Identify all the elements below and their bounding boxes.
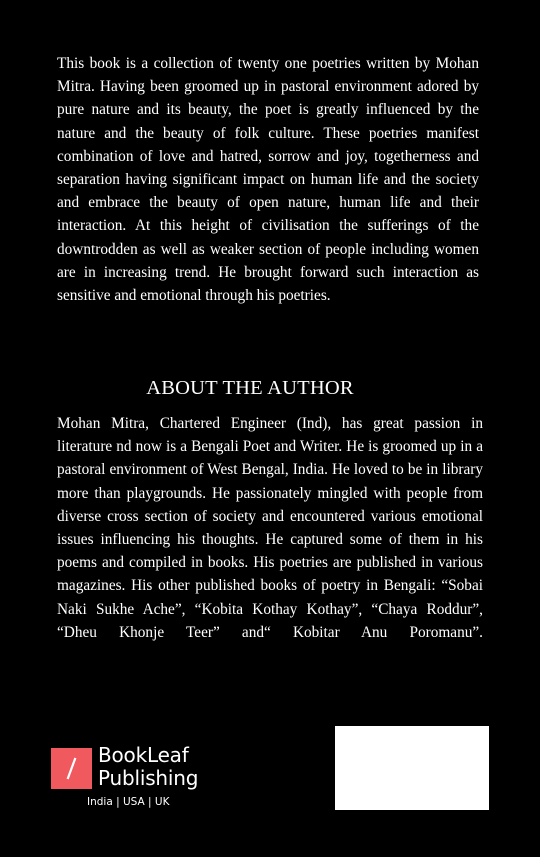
publisher-logo xyxy=(51,744,221,816)
about-author-heading: ABOUT THE AUTHOR xyxy=(146,377,354,399)
author-bio: Mohan Mitra, Chartered Engineer (Ind), has great passion in literature nd now is a Bengali Poet and Writer. He is groomed up in a pastoral environment of West Bengal, India. He loved to be in library more than playgrounds. He passionately mingled with people from diverse cross section of society and encountered various emotional issues influencing his thoughts. He captured some of them in his poems and compiled in books. His poetries are published in various magazines. His other published books of poetry in Bengali: “Sobai Naki Sukhe Ache”, “Kobita Kothay Kothay”, “Chaya Roddur”, “Dheu Khonje Teer” and“ Kobitar Anu Poromanu”. xyxy=(57,415,483,641)
publisher-regions: India | USA | UK xyxy=(87,796,170,808)
publisher-logo-icon xyxy=(51,748,92,789)
publisher-name-line1: BookLeaf xyxy=(98,743,189,767)
publisher-name-line2: Publishing xyxy=(98,766,199,790)
barcode-area xyxy=(335,726,489,810)
back-cover-blurb: This book is a collection of twenty one poetries written by Mohan Mitra. Having been groomed up in pastoral environment adored by pure nature and its beauty, the poet is greatly influenced by the nature and the beauty of folk culture. These poetries manifest combination of love and hatred, sorrow and joy, togetherness and separation having significant impact on human life and the society and embrace the beauty of open nature, human life and their interaction. At this height of civilisation the sufferings of the downtrodden as well as weaker section of people including women are in increasing trend. He brought forward such interaction as sensitive and emotional through his poetries. xyxy=(57,55,479,305)
